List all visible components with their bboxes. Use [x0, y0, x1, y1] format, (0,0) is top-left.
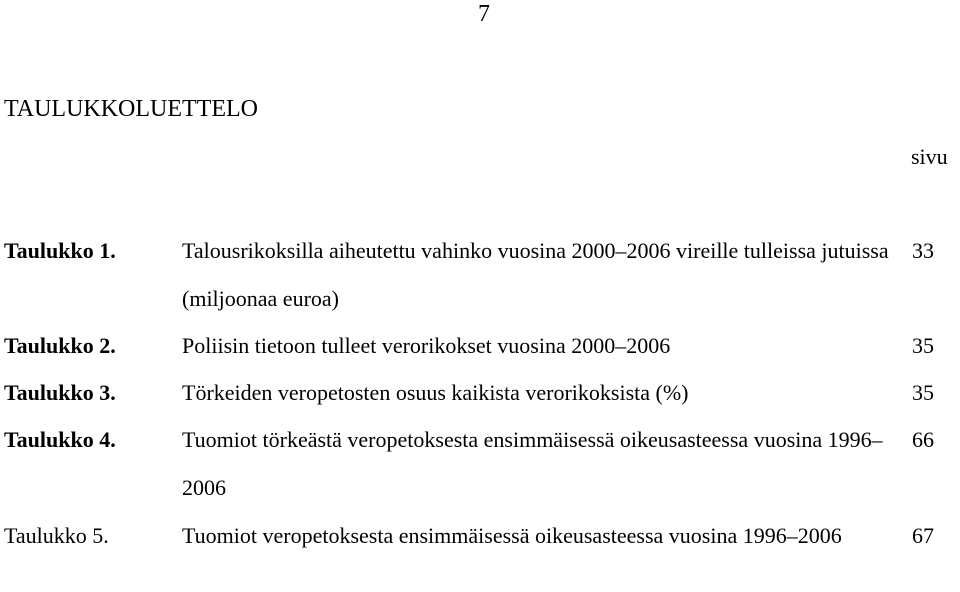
table-title: Tuomiot törkeästä veropetoksesta ensimmäisessä oikeusasteessa vuosina 1996–2006 [182, 427, 883, 500]
table-title: Poliisin tietoon tulleet verorikokset vuosina 2000–2006 [182, 333, 671, 358]
page-ref: 66 [912, 427, 934, 452]
page-column-label: sivu [911, 144, 948, 169]
page-ref: 35 [912, 380, 934, 405]
table-label: Taulukko 4. [4, 427, 116, 452]
table-title: Talousrikoksilla aiheutettu vahinko vuosina 2000–2006 vireille tulleissa jutuissa (miljoonaa euroa) [182, 238, 889, 311]
page-title: TAULUKKOLUETTELO [4, 96, 259, 122]
page-number: 7 [478, 1, 490, 27]
table-title: Törkeiden veropetosten osuus kaikista verorikoksista (%) [182, 380, 689, 405]
page-ref: 35 [912, 333, 934, 358]
page-ref: 33 [912, 238, 934, 263]
table-label: Taulukko 3. [4, 380, 116, 405]
page-ref: 67 [912, 523, 934, 548]
table-title: Tuomiot veropetoksesta ensimmäisessä oikeusasteessa vuosina 1996–2006 [182, 523, 842, 548]
table-label: Taulukko 5. [4, 523, 109, 548]
table-label: Taulukko 1. [4, 238, 116, 263]
table-label: Taulukko 2. [4, 333, 116, 358]
